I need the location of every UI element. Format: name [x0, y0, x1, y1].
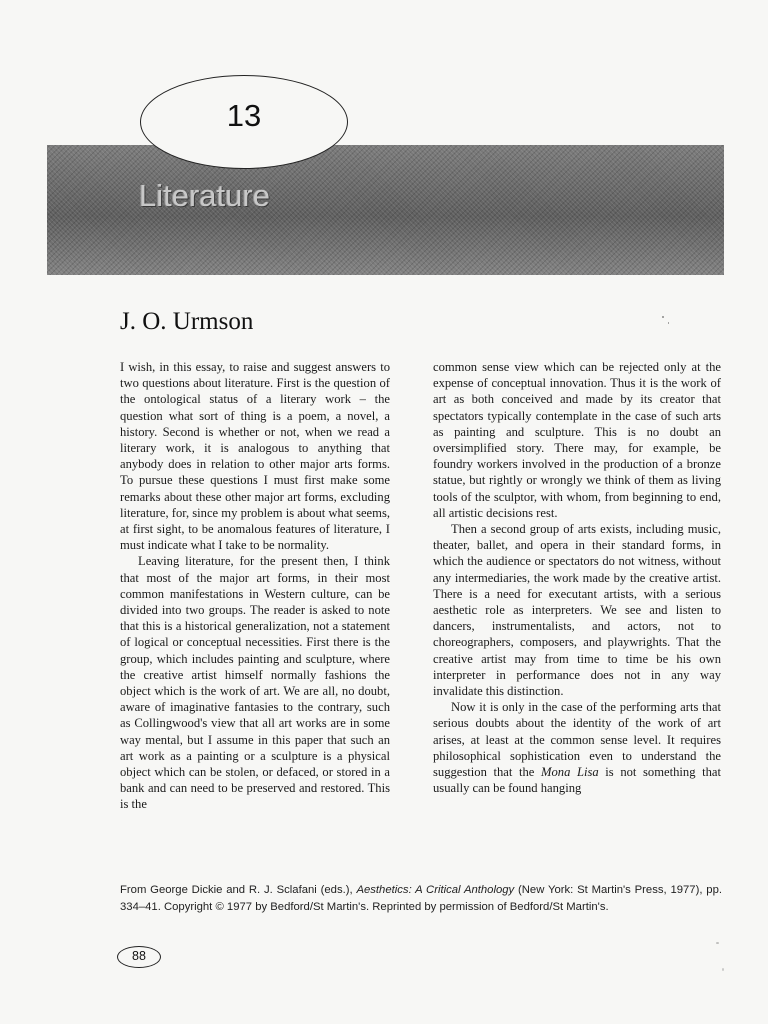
paragraph-text: is not something that usually can be found hanging	[433, 765, 721, 796]
footnote-text: (New York: St Martin's Press, 1977), pp. 334–41. Copyright © 1977 by Bedford/St Martin's. Reprinted by permission of Bedford/St Martin's.	[120, 884, 723, 913]
paragraph: Leaving literature, for the present then, I think that most of the major art forms, in their most common manifestations in Western culture, can be divided into two groups. The reader is asked to note that this is a historical generalization, not a statement of logical or conceptual necessities. First there is the group, which includes painting and sculpture, where the creative artist himself normally fashions the object which is the work of art. We are all, no doubt, aware of imaginative fantasies to the contrary, such as Collingwood's view that all art works are in some way mental, but I assume in this paper that such an art work as a painting or a sculpture is a physical object which can be stolen, or defaced, or stored in a bank and can need to be preserved and restored. This is the	[120, 554, 390, 812]
scan-speck	[668, 322, 669, 324]
scan-speck	[662, 316, 664, 318]
paragraph-text: Now it is only in the case of the performing arts that serious doubts about the identity of the work of art arises, at least at the common sense level. It requires philosophical sophistication even to understand the suggestion that the	[433, 700, 721, 780]
chapter-title: Literature	[139, 178, 270, 213]
footnote-text: From George Dickie and R. J. Sclafani (eds.),	[120, 884, 357, 896]
paragraph: common sense view which can be rejected only at the expense of conceptual innovation. Thus it is the work of art as both conceived and made by its creator that spectators typically contemplate in the case of such arts as painting and sculpture. This is no doubt an oversimplified story. There may, for example, be foundry workers involved in the production of a bronze statue, but rightly or wrongly we think of them as living tools of the sculptor, with whom, from beginning to end, all artistic decisions rest.	[433, 360, 721, 520]
scan-speck	[716, 942, 719, 944]
paragraph: I wish, in this essay, to raise and suggest answers to two questions about literature. First is the question of the ontological status of a literary work – the question what sort of thing is a poem, a novel, a history. Second is whether or not, when we read a literary work, it is analogous to anything that anybody does in relation to other major arts forms. To pursue these questions I must first make some remarks about these other major art forms, excluding literature, for, since my problem is about what seems, at first sight, to be anomalous features of literature, I must indicate what I take to be normality.	[120, 360, 390, 553]
left-column	[120, 359, 390, 813]
source-footnote	[120, 882, 722, 916]
right-column	[433, 359, 721, 796]
artwork-title: Mona Lisa	[540, 765, 599, 780]
paragraph	[433, 699, 721, 796]
chapter-number: 13	[226, 98, 262, 133]
paragraph: Then a second group of arts exists, including music, theater, ballet, and opera in their standard forms, in which the audience or spectators do not witness, without any intermediaries, the work made by the creative artist. There is a need for executant artists, with a serious aesthetic role as interpreters. We see and listen to dancers, instrumentalists, and actors, not to choreographers, composers, and playwrights. That the creative artist may from time to time be his own interpreter in performance does not in any way invalidate this distinction.	[433, 522, 721, 699]
page-number: 88	[117, 946, 161, 968]
book-title: Aesthetics: A Critical Anthology	[356, 884, 515, 896]
author-name: J. O. Urmson	[120, 308, 254, 335]
scan-speck	[722, 968, 724, 971]
